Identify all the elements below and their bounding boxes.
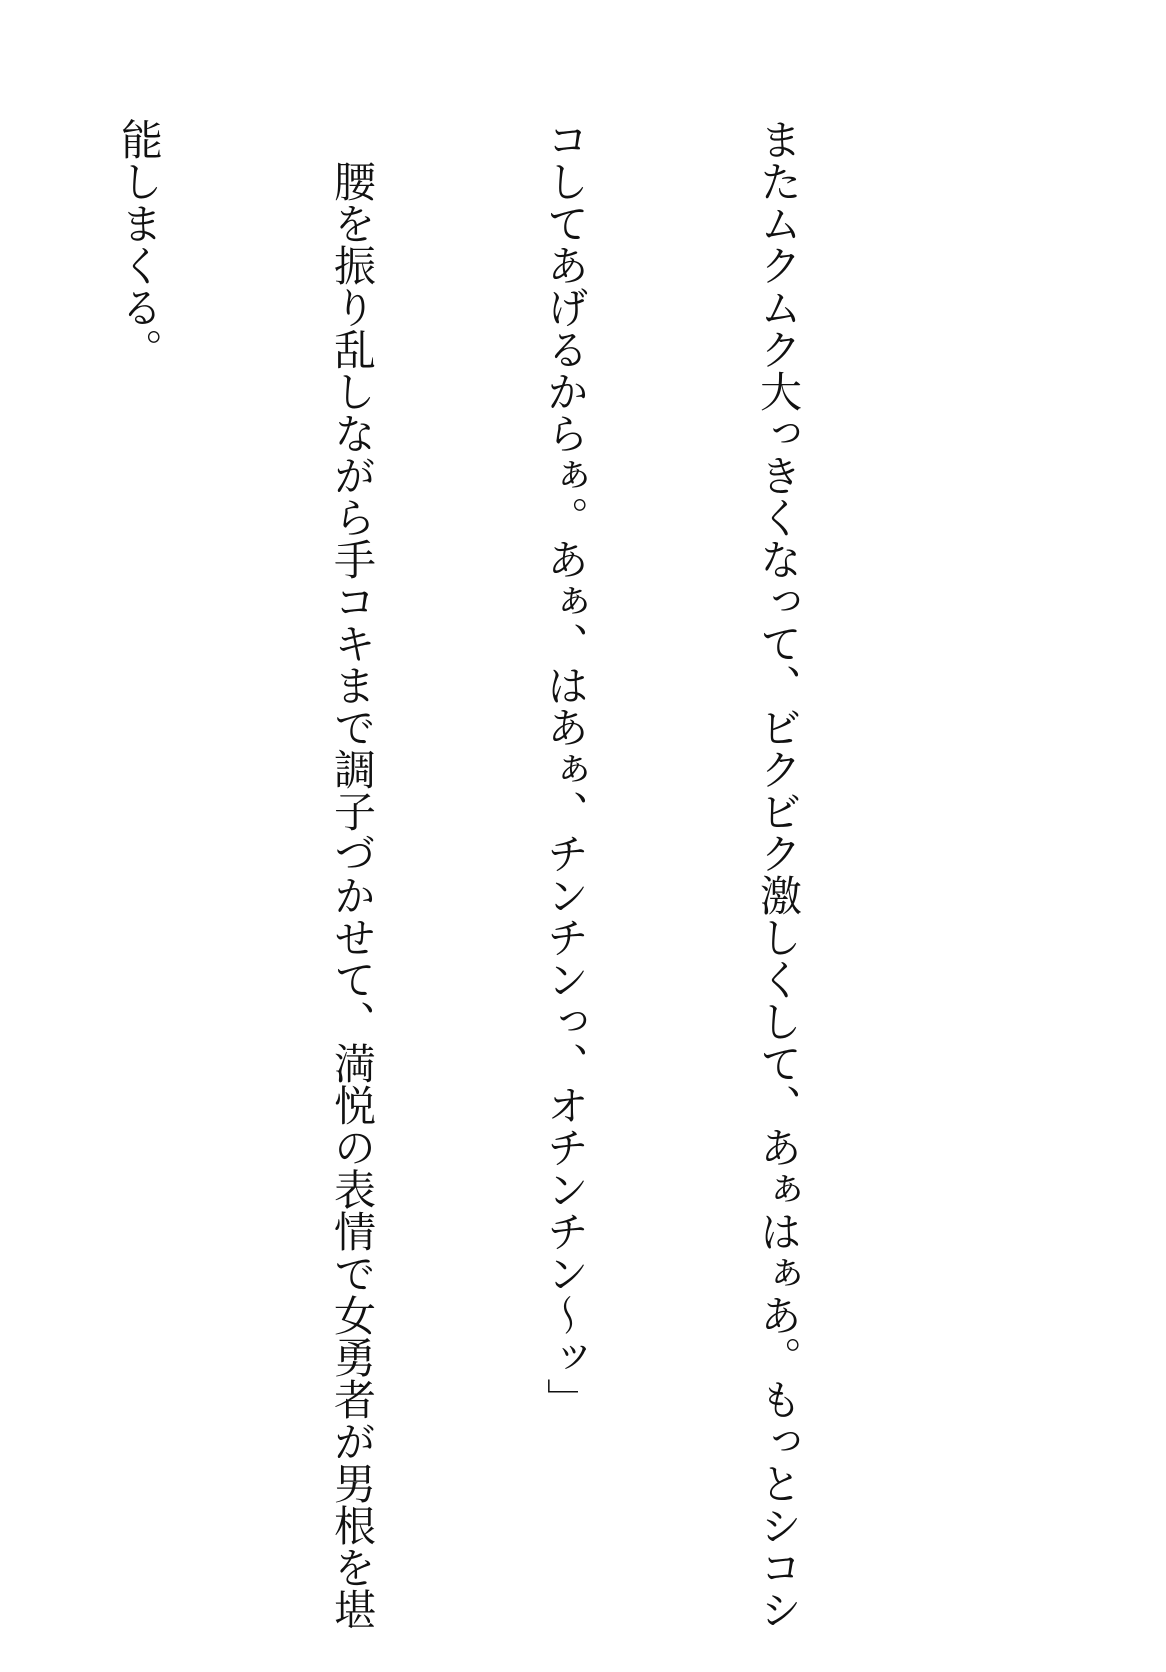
vertical-text-body [0, 118, 956, 1630]
text-line: 腰を振り乱しながら手コキまで調子づかせて、満悦の表情で女勇者が男根を堪 [328, 118, 377, 1630]
text-line: 能しまくる。 [115, 118, 164, 370]
text-line: コしてあげるからぁ。あぁ、はあぁ、チンチンっ、オチンチン～ッ」 [541, 118, 590, 1420]
text-line: またムクムク大っきくなって、ビクビク激しくして、あぁはぁあ。もっとシコシ [754, 118, 803, 1630]
